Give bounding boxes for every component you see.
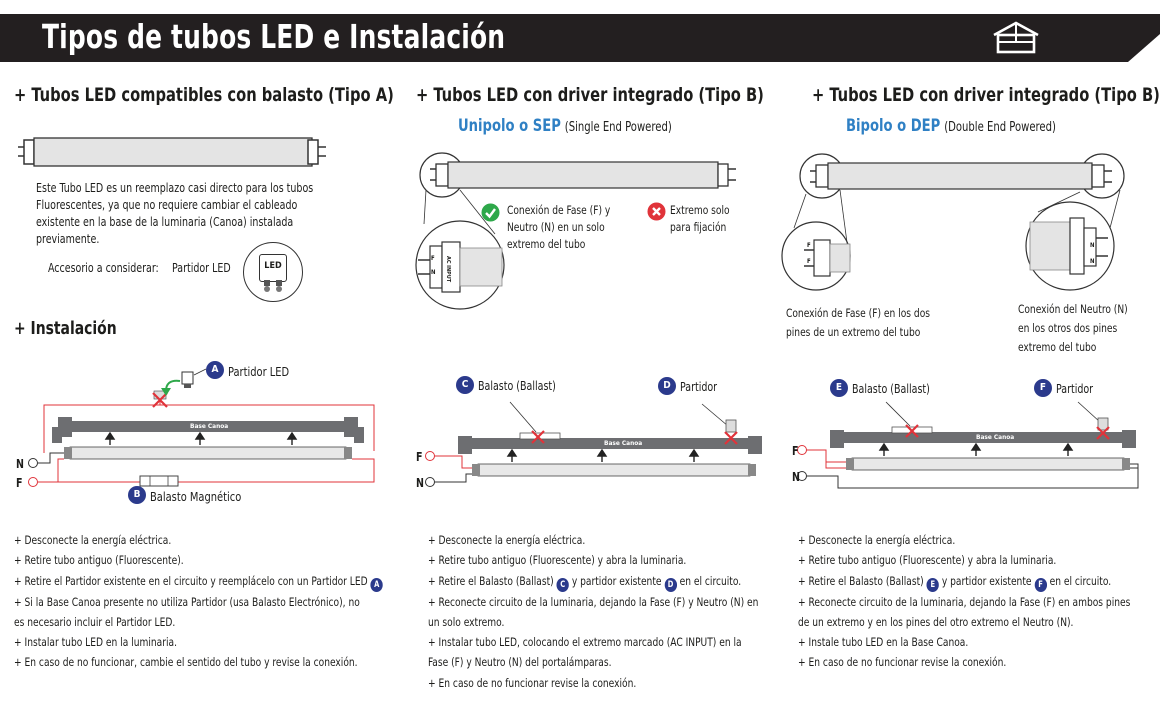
- step-item: un solo extremo.: [428, 614, 505, 629]
- step-item: + Desconecte la energía eléctrica.: [798, 533, 956, 547]
- label-balasto-dep: Balasto (Ballast): [852, 382, 930, 396]
- dep-left-caption: Conexión de Fase (F) en los dos pines de un extremo del tubo: [786, 306, 931, 339]
- wiring-diagram-sep: [410, 392, 780, 492]
- check-icon: [481, 203, 500, 222]
- installation-title: + Instalación: [14, 318, 117, 339]
- steps-tipo-a: [14, 530, 433, 673]
- cross-icon: [647, 202, 666, 221]
- neutral-label: N: [416, 476, 424, 490]
- step-item: + En caso de no funcionar revise la conexión.: [798, 655, 1007, 670]
- step-item: es necesario incluir el Partidor LED.: [14, 614, 176, 629]
- step-badge-e: E: [927, 578, 939, 592]
- label-partidor-led: Partidor LED: [228, 364, 290, 379]
- subtitle-sep: Unipolo o SEP (Single End Powered): [458, 116, 672, 136]
- wiring-diagram-dep: [786, 392, 1156, 492]
- led-tube-type-a: [18, 135, 328, 169]
- step-item: + Instalar tubo LED, colocando el extremo marcado (AC INPUT) en la: [428, 635, 742, 650]
- neutral-label: N: [16, 457, 24, 471]
- step-item: + Desconecte la energía eléctrica.: [428, 533, 586, 547]
- step-item: + Instalar tubo LED en la luminaria.: [14, 635, 177, 650]
- base-canoa-label: Base Canoa: [190, 422, 229, 430]
- label-balasto-sep: Balasto (Ballast): [478, 379, 556, 393]
- step-badge-a: A: [371, 578, 383, 592]
- partidor-led-pins: [262, 280, 284, 294]
- step-badge-f: F: [1034, 578, 1046, 592]
- partidor-led-text: LED: [264, 261, 282, 271]
- base-canoa-label: Base Canoa: [604, 439, 643, 447]
- step-badge-c: C: [557, 578, 569, 592]
- phase-label: F: [792, 444, 799, 458]
- pin-n-label: N: [1090, 258, 1095, 265]
- badge-c: C: [456, 376, 474, 394]
- phase-label: F: [16, 476, 23, 490]
- page-title: Tipos de tubos LED e Instalación: [42, 17, 506, 56]
- label-balasto-magnetico: Balasto Magnético: [150, 489, 242, 504]
- section-title-dep: + Tubos LED con driver integrado (Tipo B): [812, 84, 1160, 106]
- pin-f-label: F: [807, 242, 811, 249]
- pin-n-label: N: [431, 269, 436, 276]
- pin-f-label: F: [431, 255, 435, 262]
- accessory-label: Accesorio a considerar:: [48, 261, 159, 275]
- badge-a: A: [206, 361, 224, 379]
- tipo-a-description: Este Tubo LED es un reemplazo casi directo para los tubos Fluorescentes, ya que no requiere cambiar el cableado existente en la base de la luminaria (Canoa) instalada previamente.: [36, 181, 314, 246]
- step-item: + Desconecte la energía eléctrica.: [14, 533, 172, 547]
- step-item: de un extremo y en los pines del otro extremo el Neutro (N).: [798, 614, 1074, 629]
- subtitle-dep: Bipolo o DEP (Double End Powered): [846, 116, 1056, 136]
- pin-n-label: N: [1090, 242, 1095, 249]
- step-item: + En caso de no funcionar revise la conexión.: [428, 675, 637, 690]
- label-partidor-sep: Partidor: [680, 380, 718, 394]
- dep-right-caption: Conexión del Neutro (N) en los otros dos pines extremo del tubo: [1018, 302, 1128, 354]
- step-item: + Retire el Partidor existente en el circuito y reemplácelo con un Partidor LED A: [14, 571, 383, 592]
- step-item: + Instale tubo LED en la Base Canoa.: [798, 635, 969, 650]
- section-title-tipo-a: + Tubos LED compatibles con balasto (Tipo A): [14, 84, 394, 106]
- phase-label: F: [416, 450, 423, 464]
- base-canoa-label: Base Canoa: [976, 433, 1015, 441]
- badge-e: E: [830, 379, 848, 397]
- step-item: + Retire tubo antiguo (Fluorescente) y abra la luminaria.: [428, 553, 687, 568]
- steps-dep: [798, 530, 1160, 673]
- step-item: + Retire el Balasto (Ballast) E y partidor existente F en el circuito.: [798, 573, 1112, 590]
- step-item: + Reconecte circuito de la luminaria, dejando la Fase (F) en ambos pines: [798, 594, 1131, 609]
- step-item: + Reconecte circuito de la luminaria, dejando la Fase (F) y Neutro (N) en: [428, 594, 759, 609]
- step-item: + Si la Base Canoa presente no utiliza Partidor (usa Balasto Electrónico), no: [14, 594, 360, 609]
- neutral-label: N: [792, 470, 800, 484]
- sep-ok-text: Conexión de Fase (F) y Neutro (N) en un solo extremo del tubo: [507, 203, 611, 251]
- step-item: + En caso de no funcionar, cambie el sentido del tubo y revise la conexión.: [14, 655, 358, 670]
- section-title-sep: + Tubos LED con driver integrado (Tipo B): [416, 84, 764, 106]
- label-partidor-dep: Partidor: [1056, 382, 1094, 396]
- ac-input-mark: AC INPUT: [445, 256, 451, 283]
- step-item: + Retire tubo antiguo (Fluorescente).: [14, 553, 184, 568]
- accessory-value: Partidor LED: [172, 261, 231, 275]
- step-item: + Retire el Balasto (Ballast) C y partidor existente D en el circuito.: [428, 573, 742, 590]
- step-item: + Retire tubo antiguo (Fluorescente) y abra la luminaria.: [798, 553, 1057, 568]
- pin-f-label: F: [807, 258, 811, 265]
- led-tube-dep: [780, 150, 1150, 300]
- badge-f: F: [1034, 379, 1052, 397]
- step-badge-d: D: [664, 578, 676, 592]
- sep-no-text: Extremo solo para fijación: [670, 203, 730, 234]
- home-icon: [990, 20, 1042, 56]
- badge-b: B: [128, 486, 146, 504]
- badge-d: D: [658, 377, 676, 395]
- step-item: Fase (F) y Neutro (N) del portalámparas.: [428, 655, 612, 670]
- steps-sep: [428, 530, 803, 693]
